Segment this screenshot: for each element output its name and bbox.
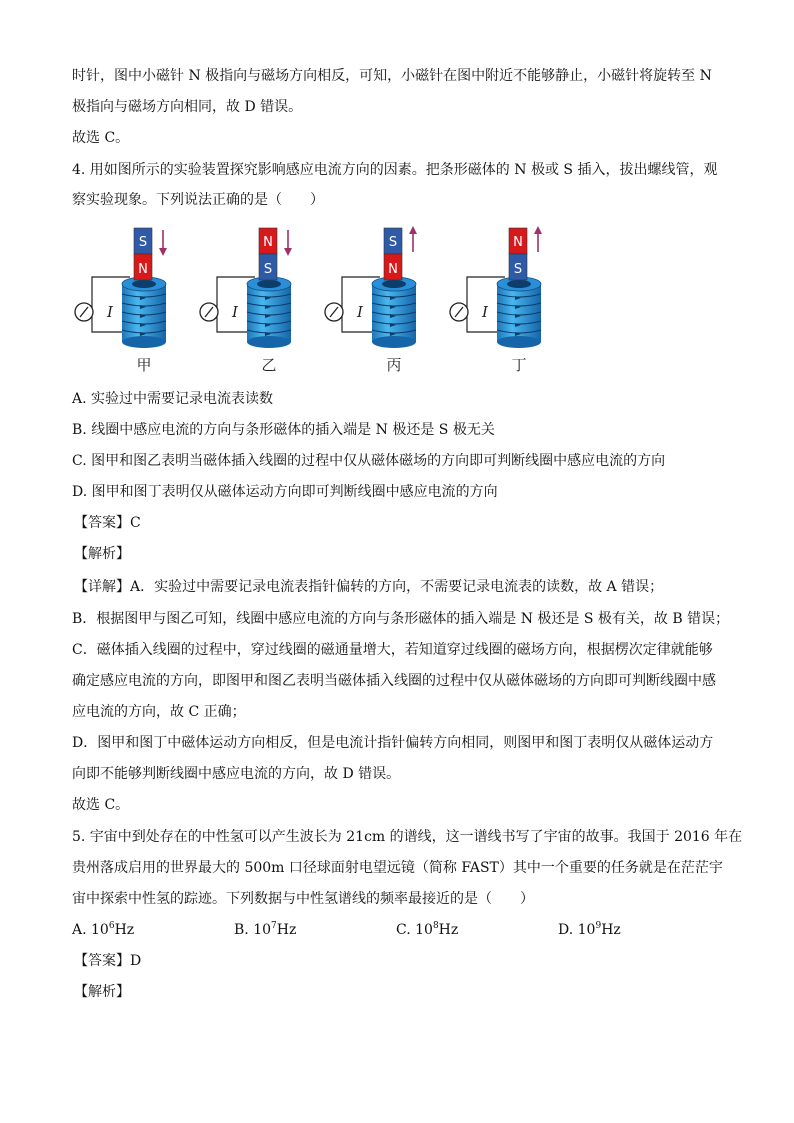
- coil-opening: [382, 280, 406, 288]
- answer-label: 【答案】D: [74, 953, 142, 969]
- q5-option-c: C. $10^8Hz$: [396, 921, 459, 938]
- magnet-bottom-label: N: [388, 262, 398, 277]
- question-4-stem: 4. 用如图所示的实验装置探究影响感应电流方向的因素。把条形磁体的 N 极或 S 插入，拔出螺线管，观: [72, 162, 718, 178]
- analysis-label: 【解析】: [74, 546, 130, 562]
- coil-bottom: [122, 336, 166, 348]
- panel-caption: 丙: [386, 356, 402, 374]
- q5-option-d: D. $10^9Hz$: [558, 921, 621, 938]
- solenoid-panel: [200, 228, 291, 374]
- magnet-top-label: N: [263, 235, 273, 250]
- option-b: B. 线圈中感应电流的方向与条形磁体的插入端是 N 极还是 S 极无关: [72, 422, 495, 438]
- current-label: I: [482, 303, 488, 321]
- option-d: D. 图甲和图丁表明仅从磁体运动方向即可判断线圈中感应电流的方向: [72, 484, 498, 500]
- solenoid-panel: [325, 228, 416, 374]
- text-line: 故选 C。: [72, 130, 130, 146]
- current-label: I: [357, 303, 363, 321]
- analysis-label: 【解析】: [74, 984, 130, 1000]
- panel-caption: 甲: [136, 356, 152, 374]
- solenoid-panel: [75, 228, 166, 374]
- detail-line: 故选 C。: [72, 797, 130, 813]
- detail-line: 应电流的方向，故 C 正确；: [72, 704, 246, 720]
- text-line: 时针，图中小磁针 N 极指向与磁场方向相反，可知，小磁针在图中附近不能够静止，小磁针将旋转至 N: [72, 68, 712, 84]
- detail-line: 确定感应电流的方向，即图甲和图乙表明当磁体插入线圈的过程中仅从磁体磁场的方向即可判断线圈中感: [72, 673, 716, 689]
- text-line: 极指向与磁场方向相同，故 D 错误。: [72, 99, 303, 115]
- panel-caption: 乙: [261, 356, 277, 374]
- detail-line: D．图甲和图丁中磁体运动方向相反，但是电流计指针偏转方向相同，则图甲和图丁表明仅从磁体运动方: [72, 735, 714, 751]
- question-5-stem: 贵州落成启用的世界最大的 500m 口径球面射电望远镜（简称 FAST）其中一个重要的任务就是在茫茫宇: [72, 860, 723, 876]
- detail-line: C．磁体插入线圈的过程中，穿过线圈的磁通量增大，若知道穿过线圈的磁场方向，根据楞次定律就能够: [72, 642, 713, 658]
- solenoid-panel: [450, 228, 541, 374]
- magnet-bottom-label: N: [138, 262, 148, 277]
- magnet-top-label: N: [513, 235, 523, 250]
- magnet-bottom-label: S: [513, 262, 523, 277]
- question-5-stem: 宙中探索中性氢的踪迹。下列数据与中性氢谱线的频率最接近的是（ ）: [72, 891, 534, 907]
- question-5-stem: 5. 宇宙中到处存在的中性氢可以产生波长为 21cm 的谱线，这一谱线书写了宇宙的故事。我国于 2016 年在: [72, 829, 743, 845]
- answer-label: 【答案】C: [74, 515, 141, 531]
- current-label: I: [107, 303, 113, 321]
- solenoid-figure: [70, 222, 570, 382]
- question-4-stem: 察实验现象。下列说法正确的是（ ）: [72, 192, 324, 208]
- option-a: A. 实验过中需要记录电流表读数: [72, 391, 274, 407]
- magnet-top-label: S: [138, 235, 148, 250]
- coil-opening: [132, 280, 156, 288]
- magnet-top-label: S: [388, 235, 398, 250]
- panel-caption: 丁: [511, 356, 527, 374]
- option-c: C. 图甲和图乙表明当磁体插入线圈的过程中仅从磁体磁场的方向即可判断线圈中感应电流的方向: [72, 453, 666, 469]
- q5-option-b: B. $10^7Hz$: [234, 921, 297, 938]
- magnet-bottom-label: S: [263, 262, 273, 277]
- current-label: I: [232, 303, 238, 321]
- detail-line: B．根据图甲与图乙可知，线圈中感应电流的方向与条形磁体的插入端是 N 极还是 S 极有关，故 B 错误；: [72, 611, 730, 627]
- coil-opening: [507, 280, 531, 288]
- coil-bottom: [247, 336, 291, 348]
- detail-line: 向即不能够判断线圈中感应电流的方向，故 D 错误。: [72, 766, 401, 782]
- detail-line: 【详解】A．实验过中需要记录电流表指针偏转的方向，不需要记录电流表的读数，故 A 错误；: [74, 579, 664, 595]
- q5-option-a: A. $10^6Hz$: [72, 921, 135, 938]
- coil-bottom: [372, 336, 416, 348]
- coil-bottom: [497, 336, 541, 348]
- coil-opening: [257, 280, 281, 288]
